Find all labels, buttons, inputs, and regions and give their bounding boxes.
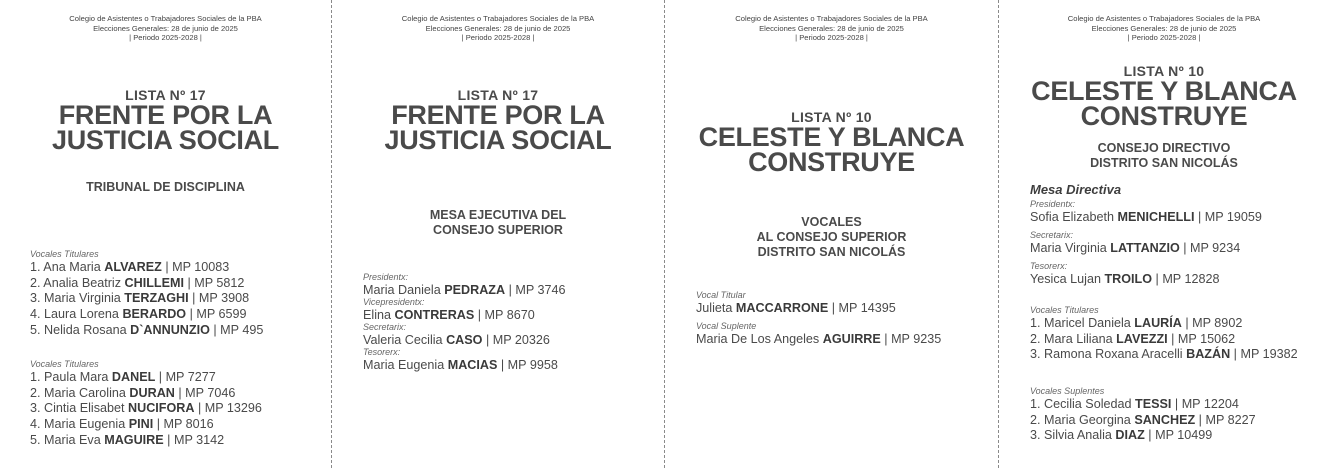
header-period: | Periodo 2025-2028 |: [461, 33, 535, 43]
candidate-surname: SANCHEZ: [1134, 412, 1196, 427]
candidate-registration: | MP 495: [209, 322, 264, 337]
role-label: Vicepresidentx:: [363, 297, 425, 307]
candidate-surname: MAGUIRE: [104, 432, 164, 447]
candidate-given-name: Maria Virginia: [1030, 241, 1111, 255]
candidate-given-name: 4. Laura Lorena: [30, 307, 123, 322]
candidate-registration: | MP 8227: [1195, 412, 1256, 427]
role-label: Secretarix:: [1030, 230, 1074, 240]
candidate-given-name: 1. Maricel Daniela: [1030, 316, 1135, 330]
mesa-directiva: [1030, 182, 1323, 288]
candidate-surname: LAURÍA: [1134, 316, 1182, 330]
candidate-entry: [1030, 210, 1323, 226]
candidate-registration: | MP 8670: [474, 308, 535, 322]
group-label: Vocales Titulares: [30, 359, 99, 369]
group-label: Vocales Titulares: [30, 249, 99, 259]
candidate-registration: | MP 14395: [828, 301, 896, 315]
candidate-entry: [1030, 428, 1323, 444]
candidate-given-name: 1. Paula Mara: [30, 370, 112, 384]
candidate-registration: | MP 12828: [1152, 272, 1220, 286]
candidate-given-name: Sofia Elizabeth: [1030, 210, 1118, 224]
ballot-subtitle: [332, 208, 664, 238]
candidate-given-name: 1. Cecilia Soledad: [1030, 397, 1136, 411]
list-name-line1: FRENTE POR LA: [391, 100, 605, 130]
candidate-given-name: 2. Maria Carolina: [30, 385, 130, 400]
list-number: LISTA Nº 17: [457, 87, 539, 103]
ballot-mesa-ejecutiva: [332, 0, 664, 468]
candidate-surname: LATTANZIO: [1110, 241, 1180, 255]
candidate-given-name: 2. Maria Georgina: [1030, 412, 1135, 427]
ballot-subtitle: [999, 141, 1329, 171]
candidate-entry: [30, 323, 325, 339]
candidate-given-name: Elina: [363, 308, 395, 322]
list-title-block: [999, 63, 1329, 129]
candidate-entry: [696, 332, 992, 348]
candidate-group: [1030, 385, 1323, 444]
subtitle-line2: CONSEJO SUPERIOR: [433, 223, 563, 237]
candidate-registration: | MP 6599: [186, 307, 247, 322]
subtitle-line1: MESA EJECUTIVA DEL: [429, 208, 567, 222]
candidate-surname: TERZAGHI: [124, 291, 189, 306]
candidate-registration: | MP 19059: [1194, 210, 1262, 224]
candidate-entry: [30, 386, 325, 402]
role-block: [363, 321, 658, 346]
list-name-line2: CONSTRUYE: [1080, 101, 1248, 131]
candidate-registration: | MP 7046: [174, 385, 236, 400]
role-label: Presidentx:: [1030, 199, 1076, 209]
list-name-line2: JUSTICIA SOCIAL: [384, 125, 612, 155]
list-name-line1: CELESTE Y BLANCA: [698, 122, 965, 152]
candidate-given-name: 3. Maria Virginia: [30, 291, 125, 306]
candidate-given-name: Maria Daniela: [363, 283, 445, 297]
role-label: Secretarix:: [363, 322, 407, 332]
list-number: LISTA Nº 10: [1123, 63, 1205, 79]
candidate-entry: [30, 433, 325, 449]
subtitle-line2: AL CONSEJO SUPERIOR: [756, 230, 907, 244]
role-label: Vocal Titular: [696, 290, 746, 300]
candidate-surname: MACCARRONE: [735, 301, 829, 315]
candidate-registration: | MP 15062: [1167, 331, 1236, 346]
candidate-given-name: Yesica Lujan: [1030, 272, 1105, 286]
role-label: Presidentx:: [363, 272, 409, 282]
candidate-registration: | MP 9235: [880, 332, 942, 346]
candidate-given-name: 2. Mara Liliana: [1030, 331, 1117, 346]
candidate-registration: | MP 9234: [1179, 241, 1241, 255]
candidate-entry: [1030, 272, 1323, 288]
role-block: [696, 320, 992, 348]
list-name-line1: CELESTE Y BLANCA: [1031, 76, 1297, 106]
candidate-registration: | MP 8016: [153, 417, 214, 432]
header-college: Colegio de Asistentes o Trabajadores Sociales de la PBA: [1067, 14, 1261, 23]
candidate-given-name: Valeria Cecilia: [363, 333, 447, 347]
candidate-entry: [1030, 241, 1323, 257]
candidate-surname: BERARDO: [122, 307, 187, 322]
candidate-surname: DURAN: [129, 385, 175, 400]
candidate-surname: MENICHELLI: [1117, 210, 1195, 224]
candidate-surname: CASO: [446, 333, 483, 347]
candidate-surname: MACIAS: [447, 358, 498, 372]
ballot-tribunal-disciplina: [0, 0, 331, 468]
role-block: [1030, 260, 1323, 288]
ballot-subtitle: [665, 215, 998, 260]
header-period: | Periodo 2025-2028 |: [795, 33, 868, 43]
candidate-entry: [30, 401, 325, 417]
role-block: [1030, 198, 1323, 229]
candidate-surname: AGUIRRE: [822, 332, 881, 346]
ballot-header: [0, 14, 331, 43]
candidate-surname: NUCIFORA: [128, 401, 195, 416]
candidate-entry: [696, 301, 992, 317]
ballot-header: [999, 14, 1329, 43]
ballot-header: [665, 14, 998, 43]
candidate-given-name: Julieta: [696, 301, 736, 315]
header-election-date: Elecciones Generales: 28 de junio de 2025: [1091, 23, 1237, 33]
candidate-given-name: 5. Nelida Rosana: [30, 322, 131, 337]
subtitle-line3: DISTRITO SAN NICOLÁS: [757, 245, 906, 259]
candidate-surname: BAZÁN: [1186, 347, 1231, 362]
candidate-registration: | MP 5812: [183, 275, 245, 290]
header-election-date: Elecciones Generales: 28 de junio de 2025: [425, 23, 571, 33]
candidate-entry: [30, 276, 325, 292]
candidate-registration: | MP 3746: [505, 283, 566, 297]
role-block: [1030, 229, 1323, 260]
candidate-entry: [30, 370, 325, 386]
subtitle-text: TRIBUNAL DE DISCIPLINA: [86, 180, 245, 194]
list-name-line2: CONSTRUYE: [748, 147, 915, 177]
subtitle-line1: CONSEJO DIRECTIVO: [1097, 141, 1231, 155]
candidate-given-name: Maria Eugenia: [363, 358, 448, 372]
candidate-registration: | MP 13296: [194, 401, 262, 416]
role-list: [696, 289, 992, 348]
candidate-entry: [30, 307, 325, 323]
candidate-registration: | MP 8902: [1181, 316, 1243, 330]
candidate-surname: CONTRERAS: [394, 308, 475, 322]
candidate-registration: | MP 12204: [1171, 397, 1239, 411]
candidate-registration: | MP 10083: [161, 260, 230, 274]
candidate-given-name: 3. Silvia Analia: [1030, 428, 1116, 443]
candidate-group: [1030, 304, 1323, 363]
candidate-registration: | MP 10499: [1144, 428, 1213, 443]
mesa-directiva-title: Mesa Directiva: [1030, 182, 1122, 197]
candidate-registration: | MP 9958: [497, 358, 558, 372]
ballot-vocales-consejo-superior: [665, 0, 998, 468]
candidate-registration: | MP 20326: [482, 333, 550, 347]
subtitle-line2: DISTRITO SAN NICOLÁS: [1090, 156, 1238, 170]
candidate-entry: [1030, 397, 1323, 413]
candidate-entry: [30, 291, 325, 307]
header-college: Colegio de Asistentes o Trabajadores Sociales de la PBA: [735, 14, 928, 23]
subtitle-line1: VOCALES: [801, 215, 862, 229]
group-label: Vocales Suplentes: [1030, 386, 1105, 396]
candidate-given-name: 3. Ramona Roxana Aracelli: [1030, 347, 1187, 362]
candidate-surname: CHILLEMI: [124, 275, 184, 290]
role-list: [363, 271, 658, 374]
role-block: [363, 346, 658, 374]
role-block: [363, 296, 658, 321]
list-title-block: [332, 87, 664, 153]
candidate-surname: DIAZ: [1115, 428, 1145, 443]
candidate-given-name: 4. Maria Eugenia: [30, 417, 129, 432]
candidate-entry: [1030, 316, 1323, 332]
candidate-given-name: 2. Analia Beatriz: [30, 275, 125, 290]
header-period: | Periodo 2025-2028 |: [129, 33, 202, 43]
list-title-block: [665, 109, 998, 175]
candidate-surname: TESSI: [1135, 397, 1172, 411]
candidate-given-name: 1. Ana Maria: [30, 260, 105, 274]
role-block: [363, 271, 658, 296]
list-name-line2: JUSTICIA SOCIAL: [51, 125, 280, 155]
role-label: Tesorerx:: [363, 347, 401, 357]
candidate-entry: [363, 358, 658, 374]
candidate-surname: DANEL: [111, 370, 156, 384]
candidate-entry: [30, 260, 325, 276]
candidate-surname: LAVEZZI: [1116, 331, 1168, 346]
candidate-given-name: 5. Maria Eva: [30, 432, 105, 447]
header-college: Colegio de Asistentes o Trabajadores Sociales de la PBA: [69, 14, 262, 23]
ballot-subtitle: [0, 180, 331, 195]
candidate-group: [30, 248, 325, 339]
list-number: LISTA Nº 17: [125, 87, 206, 103]
header-period: | Periodo 2025-2028 |: [1127, 33, 1201, 43]
role-label: Tesorerx:: [1030, 261, 1068, 271]
list-title-block: [0, 87, 331, 153]
ballot-consejo-directivo: [999, 0, 1329, 468]
role-block: [696, 289, 992, 320]
candidate-registration: | MP 3142: [163, 432, 225, 447]
candidate-registration: | MP 7277: [155, 370, 216, 384]
candidate-entry: [1030, 413, 1323, 429]
role-label: Vocal Suplente: [696, 321, 757, 331]
candidate-given-name: 3. Cintia Elisabet: [30, 401, 129, 416]
candidate-registration: | MP 3908: [188, 291, 250, 306]
header-election-date: Elecciones Generales: 28 de junio de 2025: [93, 23, 238, 33]
ballot-header: [332, 14, 664, 43]
header-college: Colegio de Asistentes o Trabajadores Sociales de la PBA: [401, 14, 595, 23]
candidate-surname: PEDRAZA: [444, 283, 506, 297]
candidate-registration: | MP 19382: [1230, 347, 1298, 362]
candidate-surname: D`ANNUNZIO: [130, 322, 210, 337]
candidate-entry: [1030, 347, 1323, 363]
list-name-line1: FRENTE POR LA: [58, 100, 273, 130]
candidate-given-name: Maria De Los Angeles: [696, 332, 823, 346]
candidate-entry: [30, 417, 325, 433]
candidate-entry: [1030, 332, 1323, 348]
list-number: LISTA Nº 10: [791, 109, 872, 125]
group-label: Vocales Titulares: [1030, 305, 1099, 315]
header-election-date: Elecciones Generales: 28 de junio de 2025: [759, 23, 904, 33]
candidate-surname: TROILO: [1104, 272, 1153, 286]
candidate-surname: PINI: [128, 417, 154, 432]
candidate-group: [30, 358, 325, 449]
candidate-surname: ALVAREZ: [104, 260, 162, 274]
